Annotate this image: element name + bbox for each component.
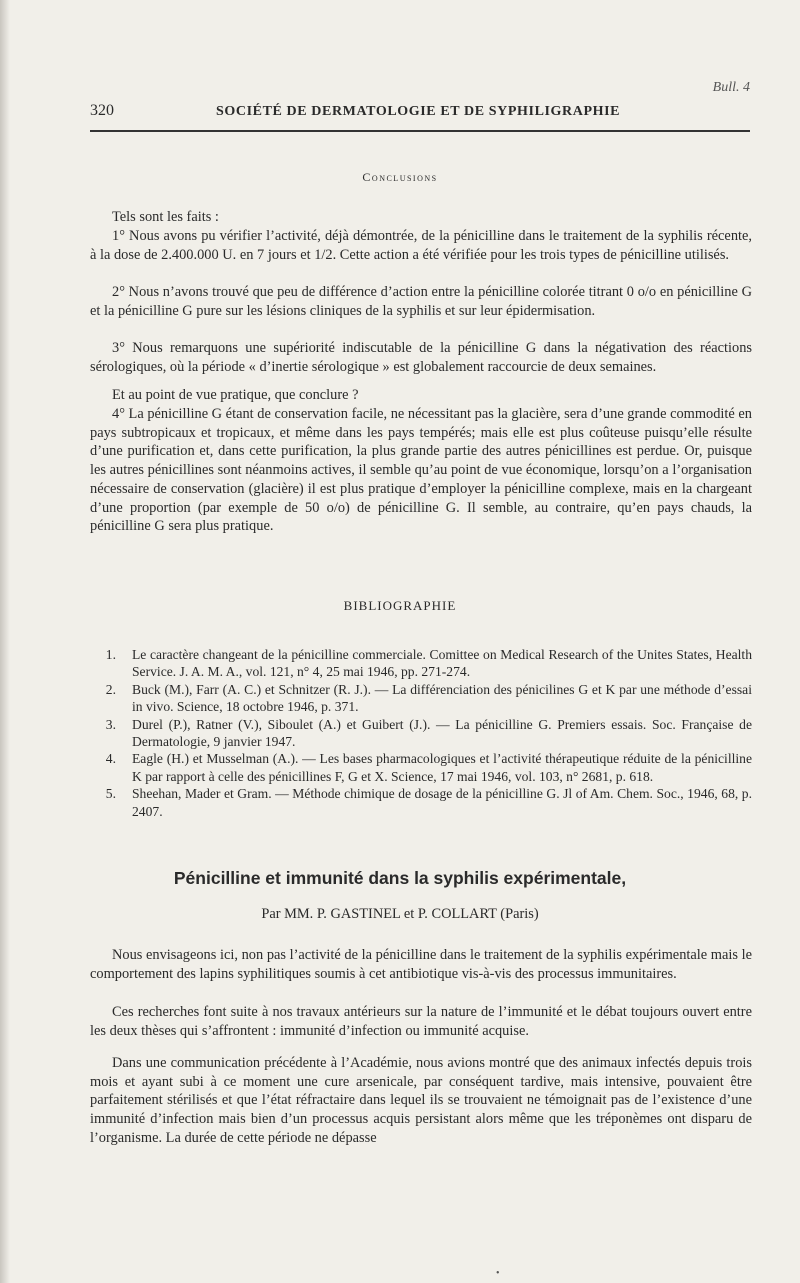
bibliography-list: [90, 646, 752, 820]
bibliography-item: [90, 716, 752, 751]
article-paragraph: Nous envisageons ici, non pas l’activité de la pénicilline dans le traitement de la syphilis expérimentale mais le comportement des lapins syphilitiques soumis à cet antibiotique vis-à-vis des processus immunitaires.: [90, 947, 752, 982]
page-mark: •: [496, 1268, 500, 1279]
article-title: Pénicilline et immunité dans la syphilis expérimentale,: [173, 868, 627, 888]
bibliography-item: [90, 681, 752, 716]
page-header: [90, 102, 750, 124]
conclusions-paragraph: 4° La pénicilline G étant de conservation facile, ne nécessitant pas la glacière, sera d’une grande commodité en pays subtropicaux et tropicaux, et même dans les pays tempérés; mais elle est plus coûteuse puisqu’elle résulte d’une purification et, dans cette purification, la plus grande partie des autres pénicillines est perdue. Or, puisque les autres pénicillines sont néanmoins actives, il semble qu’au point de vue économique, lorsqu’on a l’organisation nécessaire de conservation (glacière) il est plus pratique d’employer la pénicilline complexe, mais en la chargeant d’une proportion (par exemple de 50 o/o) de pénicilline G. Il semble, au contraire, qu’en pays chauds, la pénicilline G sera plus pratique.: [90, 406, 752, 535]
reference-text: Eagle (H.) et Musselman (A.). — Les bases pharmacologiques et l’activité thérapeutique réduite de la pénicilline K par rapport à celle des pénicillines F, G et X. Science, 17 mai 1946, vol. 103, n° 2681, p. 618.: [132, 751, 752, 784]
bulletin-marker: Bull. 4: [712, 80, 750, 95]
conclusions-paragraph: Tels sont les faits :: [112, 209, 219, 225]
reference-text: Le caractère changeant de la pénicilline commerciale. Comittee on Medical Research of the Unites States, Health Service. J. A. M. A., vol. 121, n° 4, 25 mai 1946, pp. 271-274.: [132, 647, 752, 680]
page-number: 320: [90, 102, 114, 119]
bibliography-heading: BIBLIOGRAPHIE: [343, 598, 457, 613]
conclusions-heading: Conclusions: [362, 170, 438, 184]
reference-number: 2.: [105, 681, 116, 697]
reference-text: Sheehan, Mader et Gram. — Méthode chimique de dosage de la pénicilline G. Jl of Am. Chem. Soc., 1946, 68, p. 2407.: [132, 786, 752, 819]
header-rule: [90, 130, 750, 132]
reference-text: Buck (M.), Farr (A. C.) et Schnitzer (R. J.). — La différenciation des pénicilines G et K par une méthode d’essai in vivo. Science, 18 octobre 1946, p. 371.: [132, 681, 752, 715]
conclusions-paragraph: Et au point de vue pratique, que conclure ?: [112, 387, 359, 403]
reference-number: 3.: [105, 716, 116, 732]
conclusions-paragraph: 1° Nous avons pu vérifier l’activité, déjà démontrée, de la pénicilline dans le traitement de la syphilis récente, à la dose de 2.400.000 U. en 7 jours et 1/2. Cette action a été vérifiée pour les trois types de pénicilline utilisés.: [90, 228, 752, 263]
bibliography-item: [90, 646, 752, 681]
running-title: SOCIÉTÉ DE DERMATOLOGIE ET DE SYPHILIGRAPHIE: [216, 104, 621, 119]
article-paragraph: Ces recherches font suite à nos travaux antérieurs sur la nature de l’immunité et le débat toujours ouvert entre les deux thèses qui s’affrontent : immunité d’infection ou immunité acquise.: [90, 1004, 752, 1039]
article-authors: Par MM. P. GASTINEL et P. COLLART (Paris): [261, 906, 539, 922]
reference-number: 4.: [105, 751, 116, 767]
bibliography-item: [90, 785, 752, 820]
bibliography-item: [90, 750, 752, 785]
reference-text: Durel (P.), Ratner (V.), Siboulet (A.) et Guibert (J.). — La pénicilline G. Premiers essais. Soc. Française de Dermatologie, 9 janvier 1947.: [132, 716, 752, 750]
conclusions-paragraph: 3° Nous remarquons une supériorité indiscutable de la pénicilline G dans la négativation des réactions sérologiques, où la période « d’inertie sérologique » est globalement raccourcie de deux semaines.: [90, 340, 752, 375]
reference-number: 5.: [105, 786, 116, 802]
reference-number: 1.: [105, 647, 116, 662]
page-gutter-shadow: [0, 0, 10, 1283]
article-paragraph: Dans une communication précédente à l’Académie, nous avions montré que des animaux infectés depuis trois mois et ayant subi à ce moment une cure arsenicale, par conséquent tardive, mais intensive, pouvaient être parfaitement stérilisés et que l’état réfractaire dans lequel ils se trouvaient ne témoignait pas de l’existence d’une immunité d’infection mais bien d’un processus acquis persistant alors même que les tréponèmes ont disparu de l’organisme. La durée de cette période ne dépasse: [90, 1055, 752, 1146]
conclusions-paragraph: 2° Nous n’avons trouvé que peu de différence d’action entre la pénicilline colorée titrant 0 o/o en pénicilline G et la pénicilline G pure sur les lésions cliniques de la syphilis et sur leur épidermisation.: [90, 284, 752, 319]
